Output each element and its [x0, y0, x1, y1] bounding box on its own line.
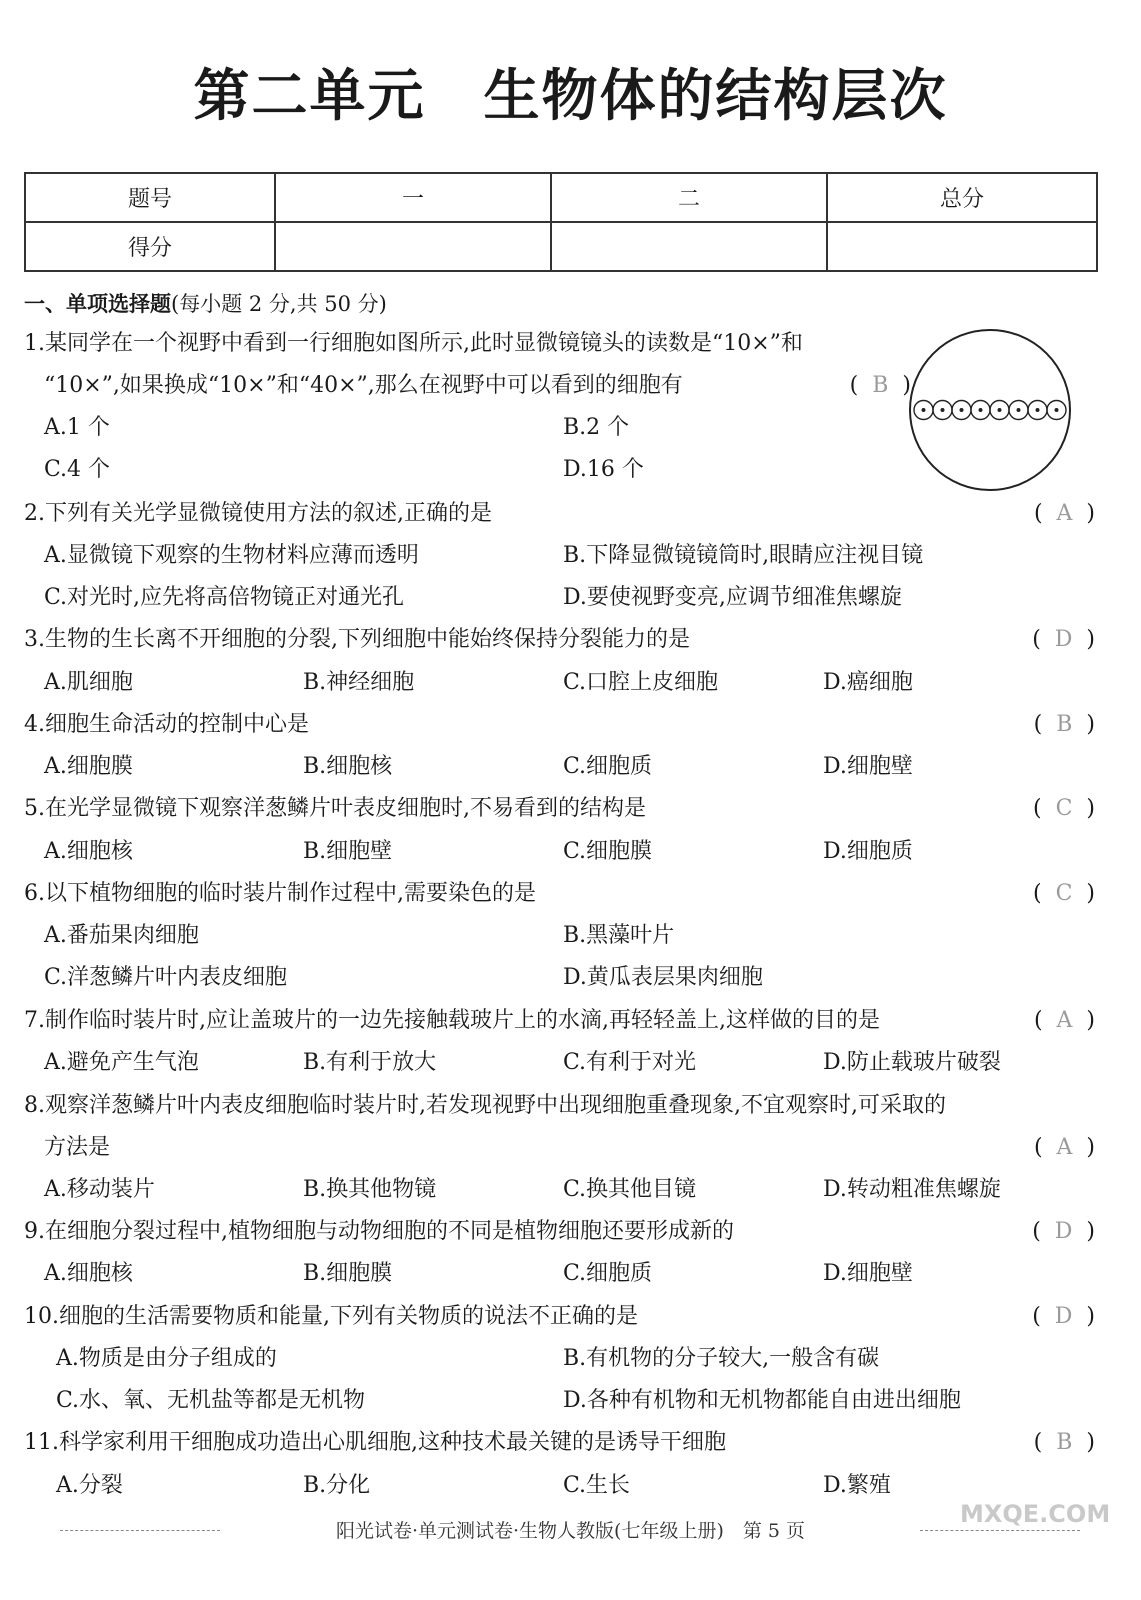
answer-bracket: ( B ) [1033, 1430, 1095, 1455]
cell-nucleus [998, 408, 1002, 412]
score-header-cell: 题号 [25, 173, 275, 222]
score-header-cell: 二 [551, 173, 827, 222]
answer-bracket: ( A ) [1033, 1008, 1095, 1033]
answer-letter: A [1056, 1135, 1073, 1160]
option: D.转动粗准焦螺旋 [823, 1177, 1001, 1202]
answer-bracket: ( A ) [1033, 501, 1095, 526]
option: D.癌细胞 [823, 670, 913, 695]
microscope-field-figure [905, 325, 1075, 495]
question-stem: 8.观察洋葱鳞片叶内表皮细胞临时装片时,若发现视野中出现细胞重叠现象,不宜观察时,可采取的 [24, 1093, 946, 1118]
option: C.换其他目镜 [563, 1177, 697, 1202]
footer-divider-right [920, 1530, 1080, 1531]
answer-bracket: ( D ) [1032, 627, 1095, 652]
question-stem: 1.某同学在一个视野中看到一行细胞如图所示,此时显微镜镜头的读数是“10×”和 [24, 331, 803, 356]
score-table [24, 172, 1098, 272]
option: C.生长 [563, 1473, 631, 1498]
option: A.移动装片 [44, 1177, 155, 1202]
question-stem: 5.在光学显微镜下观察洋葱鳞片叶表皮细胞时,不易看到的结构是 [24, 796, 646, 821]
option: B.黑藻叶片 [563, 923, 675, 948]
option: D.防止载玻片破裂 [823, 1050, 1001, 1075]
answer-bracket: ( C ) [1033, 796, 1095, 821]
question-stem: 4.细胞生命活动的控制中心是 [24, 712, 309, 737]
question-stem: 10.细胞的生活需要物质和能量,下列有关物质的说法不正确的是 [24, 1304, 638, 1329]
score-cell[interactable] [551, 222, 827, 271]
option: C.细胞质 [563, 754, 653, 779]
question-stem: 7.制作临时装片时,应让盖玻片的一边先接触载玻片上的水滴,再轻轻盖上,这样做的目的是 [24, 1008, 880, 1033]
option: B.2 个 [563, 415, 630, 440]
cell-nucleus [1036, 408, 1040, 412]
answer-letter: C [1055, 796, 1073, 821]
answer-bracket: ( C ) [1033, 881, 1095, 906]
option: C.水、氧、无机盐等都是无机物 [56, 1388, 366, 1413]
question-stem: 3.生物的生长离不开细胞的分裂,下列细胞中能始终保持分裂能力的是 [24, 627, 690, 652]
option: C.口腔上皮细胞 [563, 670, 719, 695]
option: C.4 个 [44, 457, 111, 482]
option: D.16 个 [563, 457, 644, 482]
option: D.要使视野变亮,应调节细准焦螺旋 [563, 585, 902, 610]
option: D.细胞质 [823, 839, 913, 864]
section-label: 一、单项选择题 [24, 291, 171, 316]
answer-letter: B [1056, 1430, 1073, 1455]
page-title: 第二单元 生物体的结构层次 [193, 63, 948, 129]
cell-nucleus [979, 408, 983, 412]
page-footer: 阳光试卷·单元测试卷·生物人教版(七年级上册) 第 5 页 [335, 1520, 806, 1542]
option: B.换其他物镜 [303, 1177, 437, 1202]
section-heading [24, 288, 387, 318]
option: C.对光时,应先将高倍物镜正对通光孔 [44, 585, 405, 610]
cell-nucleus [941, 408, 945, 412]
option: A.细胞核 [44, 839, 133, 864]
answer-letter: A [1056, 1008, 1073, 1033]
answer-bracket: ( A ) [1033, 1135, 1095, 1160]
answer-bracket: ( B ) [1033, 712, 1095, 737]
option: C.细胞膜 [563, 839, 653, 864]
watermark-logo: MXQE.COM [960, 1500, 1111, 1528]
answer-letter: B [1056, 712, 1073, 737]
question-stem: 11.科学家利用干细胞成功造出心肌细胞,这种技术最关键的是诱导干细胞 [24, 1430, 726, 1455]
option: B.细胞壁 [303, 839, 393, 864]
option: B.神经细胞 [303, 670, 415, 695]
option: D.繁殖 [823, 1473, 891, 1498]
option: A.显微镜下观察的生物材料应薄而透明 [44, 543, 419, 568]
option: A.细胞核 [44, 1261, 133, 1286]
answer-letter: D [1054, 627, 1073, 652]
score-table-score-row [25, 222, 1097, 271]
score-header-cell: 一 [275, 173, 551, 222]
option: D.各种有机物和无机物都能自由进出细胞 [563, 1388, 961, 1413]
score-header-cell: 总分 [827, 173, 1097, 222]
option: B.分化 [303, 1473, 371, 1498]
option: B.有机物的分子较大,一般含有碳 [563, 1346, 880, 1371]
option: C.洋葱鳞片叶内表皮细胞 [44, 965, 288, 990]
option: A.1 个 [44, 415, 110, 440]
answer-letter: D [1054, 1219, 1073, 1244]
cell-nucleus [922, 408, 926, 412]
option: B.有利于放大 [303, 1050, 437, 1075]
question-stem-continued: “10×”,如果换成“10×”和“40×”,那么在视野中可以看到的细胞有 [44, 373, 683, 398]
section-note: (每小题 2 分,共 50 分) [171, 292, 387, 316]
question-stem: 6.以下植物细胞的临时装片制作过程中,需要染色的是 [24, 881, 536, 906]
option: A.分裂 [56, 1473, 123, 1498]
cell-row [914, 401, 1066, 420]
score-cell[interactable] [827, 222, 1097, 271]
option: C.细胞质 [563, 1261, 653, 1286]
question-stem: 9.在细胞分裂过程中,植物细胞与动物细胞的不同是植物细胞还要形成新的 [24, 1219, 734, 1244]
option: A.避免产生气泡 [44, 1050, 199, 1075]
cell-nucleus [960, 408, 964, 412]
option: A.肌细胞 [44, 670, 133, 695]
option: A.番茄果肉细胞 [44, 923, 199, 948]
option: A.物质是由分子组成的 [56, 1346, 277, 1371]
answer-bracket: ( B ) [849, 373, 911, 398]
option: B.细胞膜 [303, 1261, 393, 1286]
option: D.细胞壁 [823, 1261, 913, 1286]
option: B.下降显微镜镜筒时,眼睛应注视目镜 [563, 543, 924, 568]
option: D.细胞壁 [823, 754, 913, 779]
option: C.有利于对光 [563, 1050, 697, 1075]
option: A.细胞膜 [44, 754, 133, 779]
answer-letter: D [1054, 1304, 1073, 1329]
question-stem: 2.下列有关光学显微镜使用方法的叙述,正确的是 [24, 501, 492, 526]
answer-letter: A [1056, 501, 1073, 526]
answer-letter: C [1055, 881, 1073, 906]
option: B.细胞核 [303, 754, 393, 779]
question-stem-continued: 方法是 [44, 1135, 111, 1160]
cell-nucleus [1017, 408, 1021, 412]
answer-bracket: ( D ) [1032, 1304, 1095, 1329]
cell-nucleus [1055, 408, 1059, 412]
answer-letter: B [872, 373, 889, 398]
score-row-label: 得分 [25, 222, 275, 271]
score-table-header-row [25, 173, 1097, 222]
answer-bracket: ( D ) [1032, 1219, 1095, 1244]
score-cell[interactable] [275, 222, 551, 271]
option: D.黄瓜表层果肉细胞 [563, 965, 763, 990]
